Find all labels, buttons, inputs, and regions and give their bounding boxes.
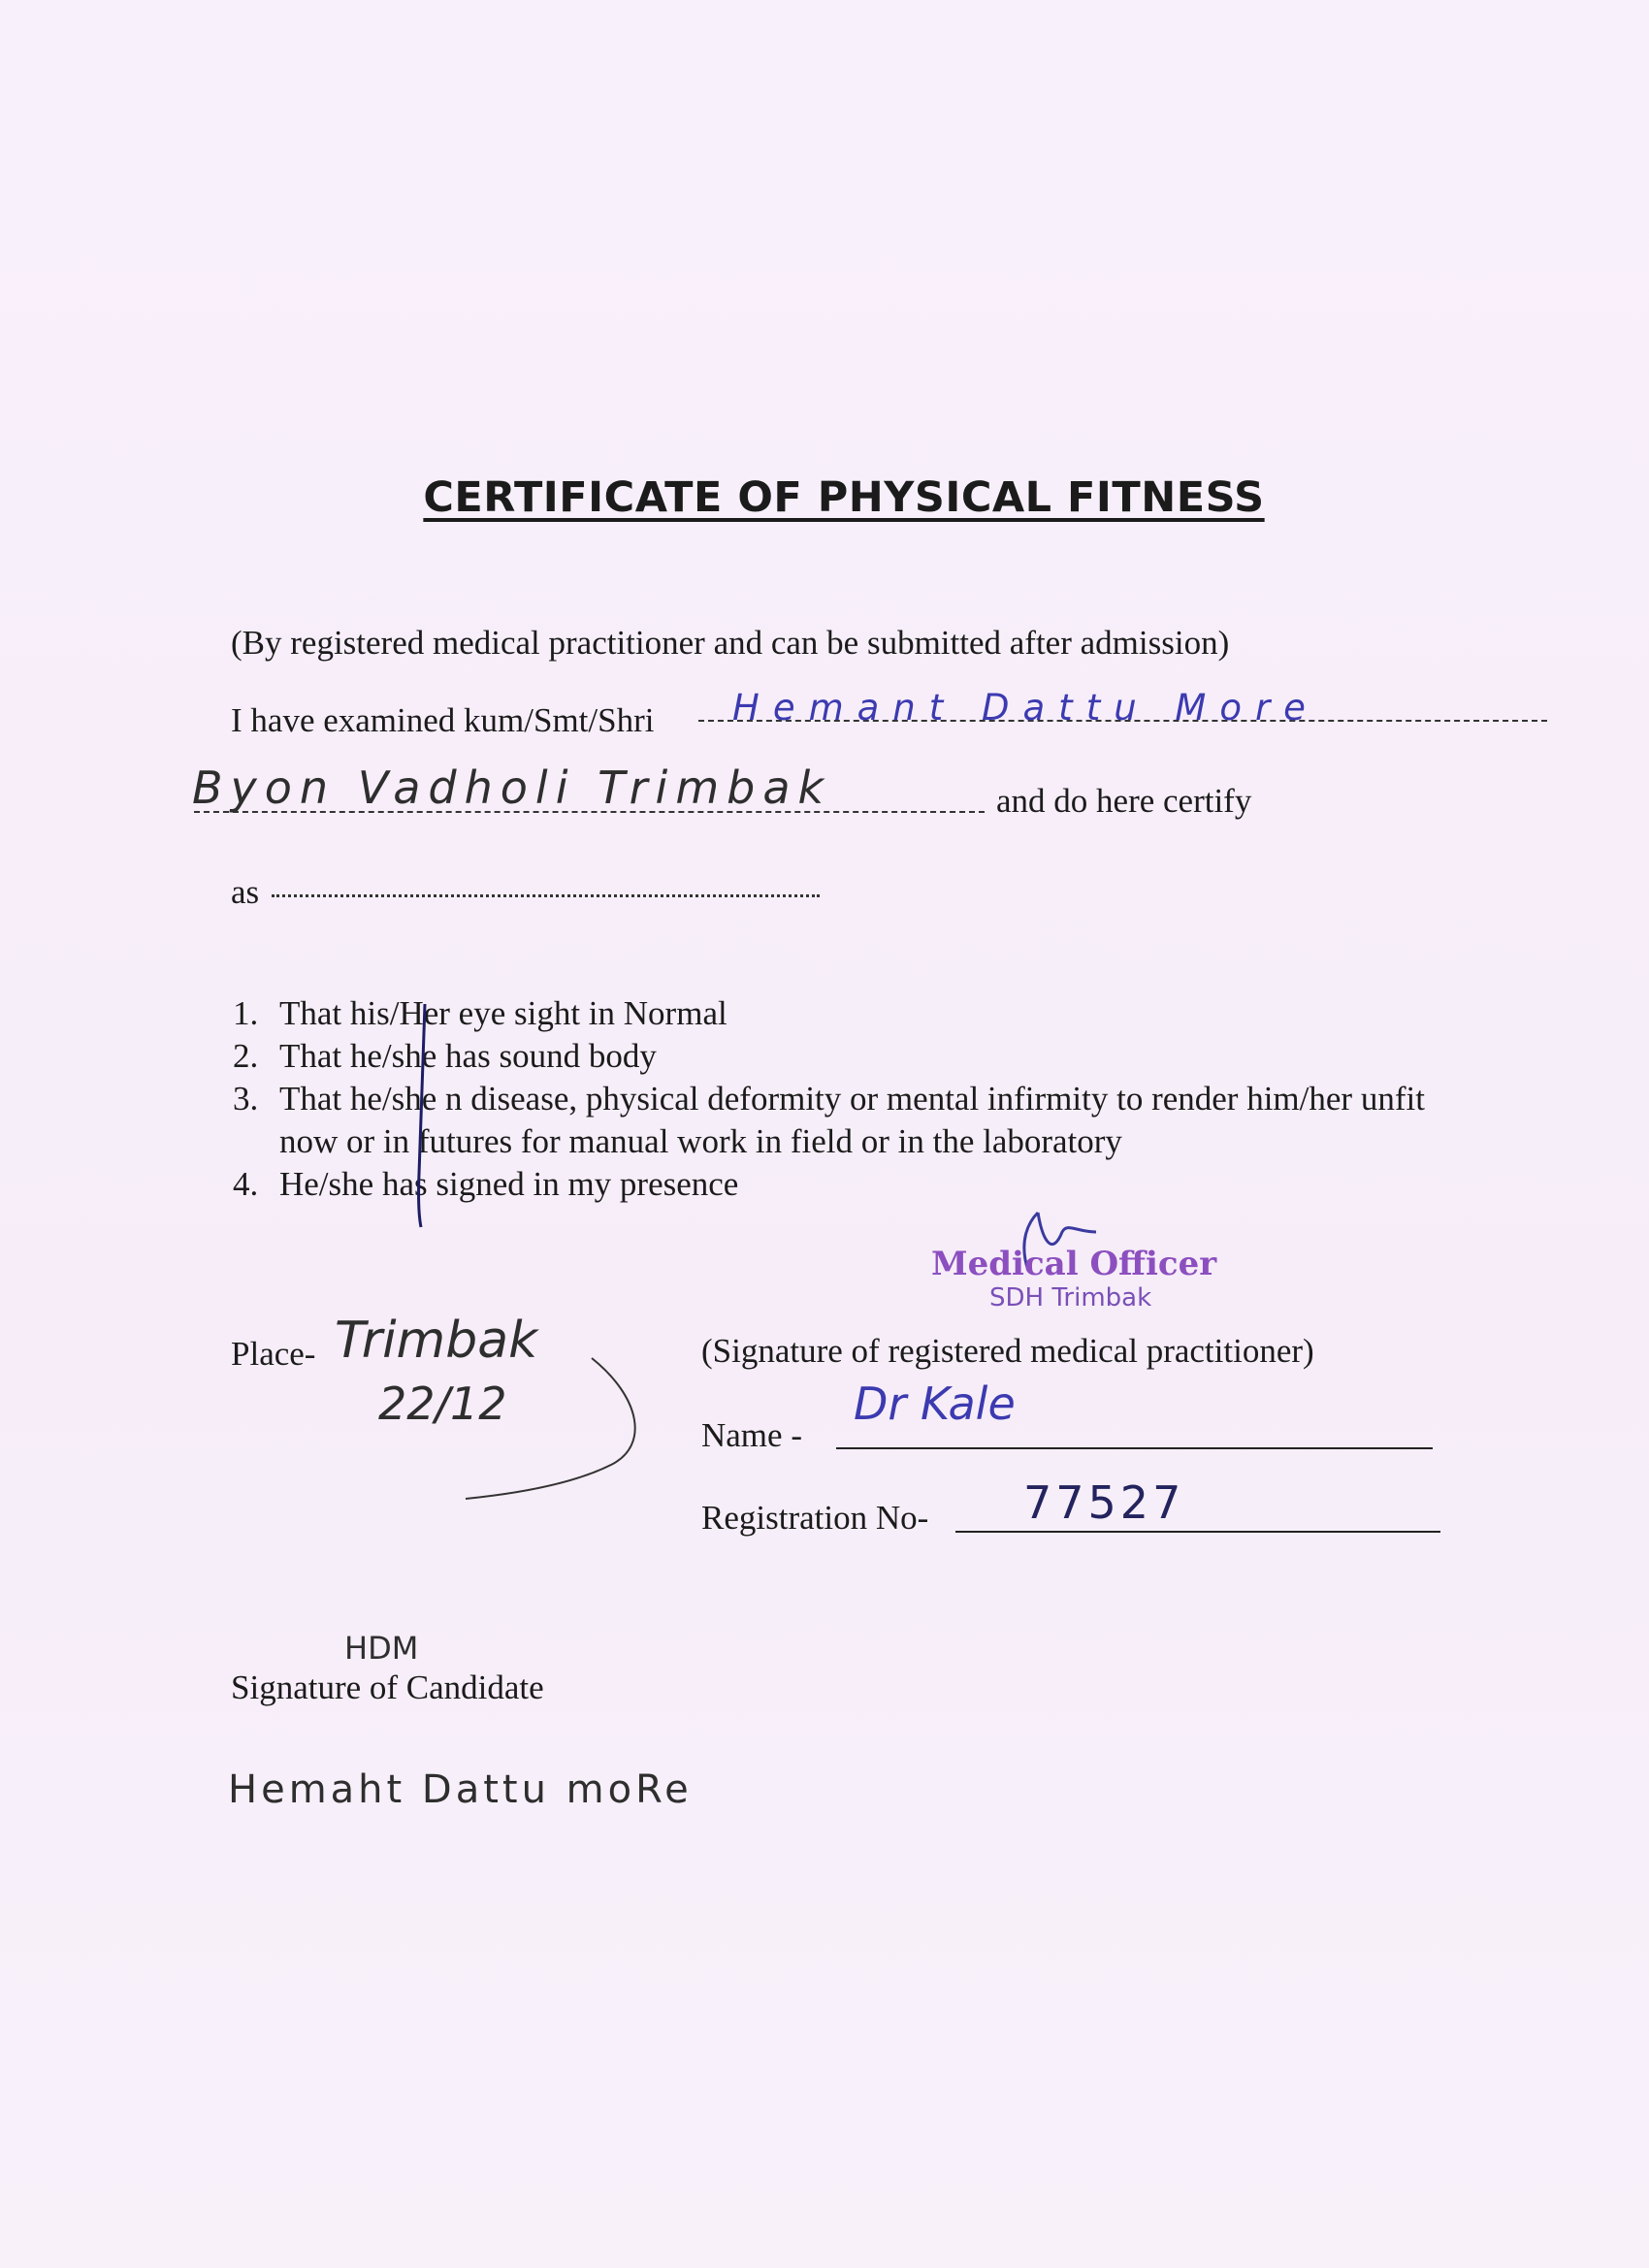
statement-item: 4. He/she has signed in my presence (233, 1165, 739, 1203)
statement-item: 3. That he/she n disease, physical deformity or mental infirmity to render him/her unfit (233, 1080, 1425, 1118)
pen-stroke (407, 999, 436, 1232)
registration-label: Registration No- (701, 1499, 929, 1537)
certificate-title: CERTIFICATE OF PHYSICAL FITNESS (423, 473, 1265, 522)
stamp-title: Medical Officer (931, 1245, 1217, 1283)
name-label: Name - (701, 1416, 802, 1454)
statement-item: 2. That he/she has sound body (233, 1037, 657, 1075)
examined-name-handwritten: Hemant Dattu More (732, 687, 1319, 729)
stamp-subtitle: SDH Trimbak (989, 1283, 1152, 1312)
statement-item: 1. That his/Her eye sight in Normal (233, 994, 728, 1032)
place-label: Place- (231, 1335, 316, 1373)
registration-line (955, 1531, 1440, 1533)
subtitle: (By registered medical practitioner and can be submitted after admission) (231, 624, 1230, 662)
candidate-signature-label: Signature of Candidate (231, 1669, 544, 1706)
certify-text: and do here certify (996, 782, 1252, 820)
registration-handwritten: 77527 (1023, 1476, 1185, 1529)
candidate-initials: HDM (344, 1630, 419, 1667)
practitioner-signature-label: (Signature of registered medical practitioner) (701, 1332, 1314, 1370)
statement-continuation: now or in futures for manual work in field or in the laboratory (279, 1122, 1122, 1160)
place-signature-flourish (320, 1319, 660, 1513)
name-handwritten: Dr Kale (854, 1377, 1016, 1430)
name-line (836, 1447, 1433, 1449)
candidate-name-handwritten: Hemaht Dattu moRe (228, 1767, 693, 1812)
examined-label: I have examined kum/Smt/Shri (231, 701, 655, 739)
as-label: as (231, 873, 260, 911)
date-handwritten: 22/12 (378, 1377, 507, 1430)
address-handwritten: Byon Vadholi Trimbak (192, 761, 832, 814)
place-handwritten: Trimbak (335, 1312, 538, 1370)
as-dotted-line (272, 894, 820, 897)
